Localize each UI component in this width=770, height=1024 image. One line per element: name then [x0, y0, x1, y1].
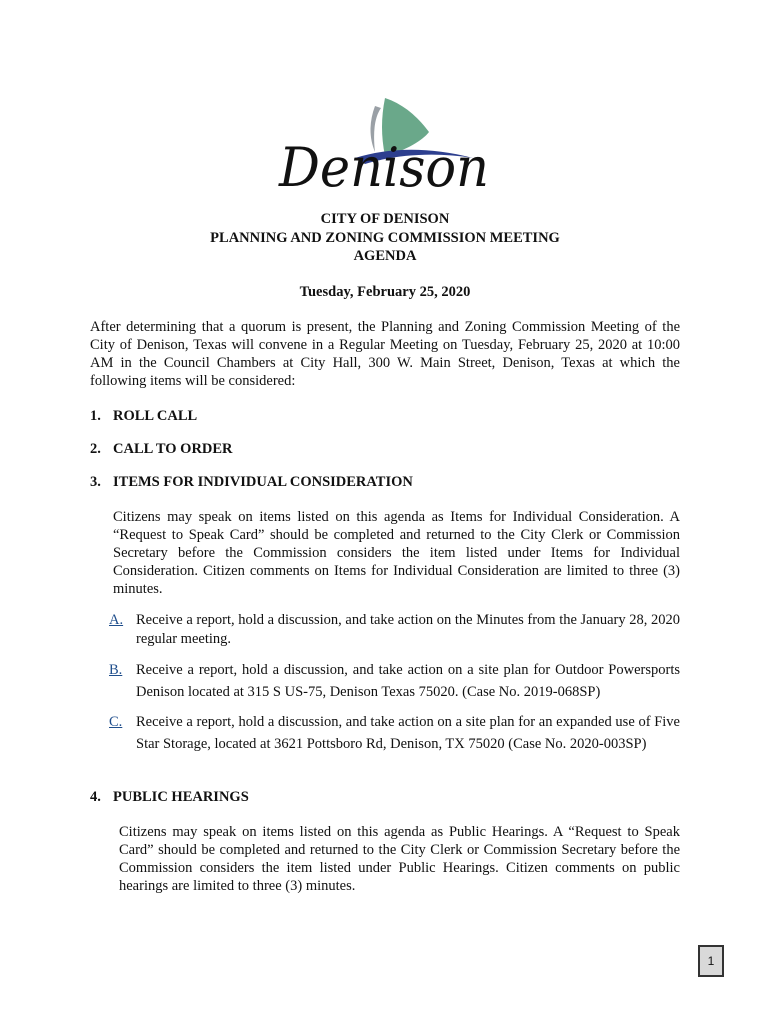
section-individual-consideration: [90, 474, 413, 491]
section-number: 4.: [90, 789, 101, 805]
agenda-item-b: [109, 659, 680, 703]
section-public-hearings: [90, 789, 249, 806]
agenda-item-c: [109, 711, 680, 755]
header-city: CITY OF DENISON: [320, 211, 450, 227]
section-title: CALL TO ORDER: [113, 441, 233, 457]
section4-instructions: Citizens may speak on items listed on this agenda as Public Hearings. A “Request to Speak Card” should be completed and returned to the City Clerk or Commission Secretary before the Commission considers the item listed under Public Hearings. Citizen comments on public hearings are limited to three (3) minutes.: [119, 824, 680, 894]
item-text: Receive a report, hold a discussion, and take action on the Minutes from the January 28, 2020 regular meeting.: [136, 612, 681, 647]
item-text: Receive a report, hold a discussion, and take action on a site plan for Outdoor Powersports Denison located at 315 S US-75, Denison Texas 75020. (Case No. 2019-068SP): [136, 662, 680, 700]
item-text: Receive a report, hold a discussion, and take action on a site plan for an expanded use of Five Star Storage, located at 3621 Pottsboro Rd, Denison, TX 75020 (Case No. 2020-003SP): [136, 714, 680, 752]
section-call-to-order: [90, 441, 233, 458]
section-number: 2.: [90, 441, 101, 457]
item-link-b[interactable]: B.: [109, 662, 123, 678]
header-meeting: PLANNING AND ZONING COMMISSION MEETING: [210, 229, 560, 246]
item-link-c[interactable]: C.: [109, 714, 123, 730]
section3-instructions: Citizens may speak on items listed on this agenda as Items for Individual Consideration. A “Request to Speak Card” should be completed and returned to the City Clerk or Commission Secretary before the Commission considers the item listed under Items for Individual Consideration. Citizen comments on Items for Individual Consideration are limited to three (3) minutes.: [113, 509, 680, 597]
section-title: ROLL CALL: [113, 408, 198, 424]
section-number: 3.: [90, 474, 101, 490]
agenda-item-a: [109, 611, 680, 649]
header-agenda: AGENDA: [353, 248, 417, 264]
logo-wordmark: Denison: [278, 136, 489, 198]
document-header: [0, 210, 770, 266]
intro-paragraph: After determining that a quorum is present, the Planning and Zoning Commission Meeting of the City of Denison, Texas will convene in a Regular Meeting on Tuesday, February 25, 2020 at 10:00 AM in the Council Chambers at City Hall, 300 W. Main Street, Denison, Texas at which the following items will be considered:: [90, 319, 680, 389]
item-link-a[interactable]: A.: [109, 612, 124, 628]
section-number: 1.: [90, 408, 101, 424]
page-number: 1: [698, 945, 724, 977]
denison-logo: [277, 94, 495, 198]
section-title: ITEMS FOR INDIVIDUAL CONSIDERATION: [113, 474, 413, 490]
section-roll-call: [90, 408, 197, 425]
section-title: PUBLIC HEARINGS: [113, 789, 249, 805]
meeting-date: Tuesday, February 25, 2020: [299, 284, 471, 300]
